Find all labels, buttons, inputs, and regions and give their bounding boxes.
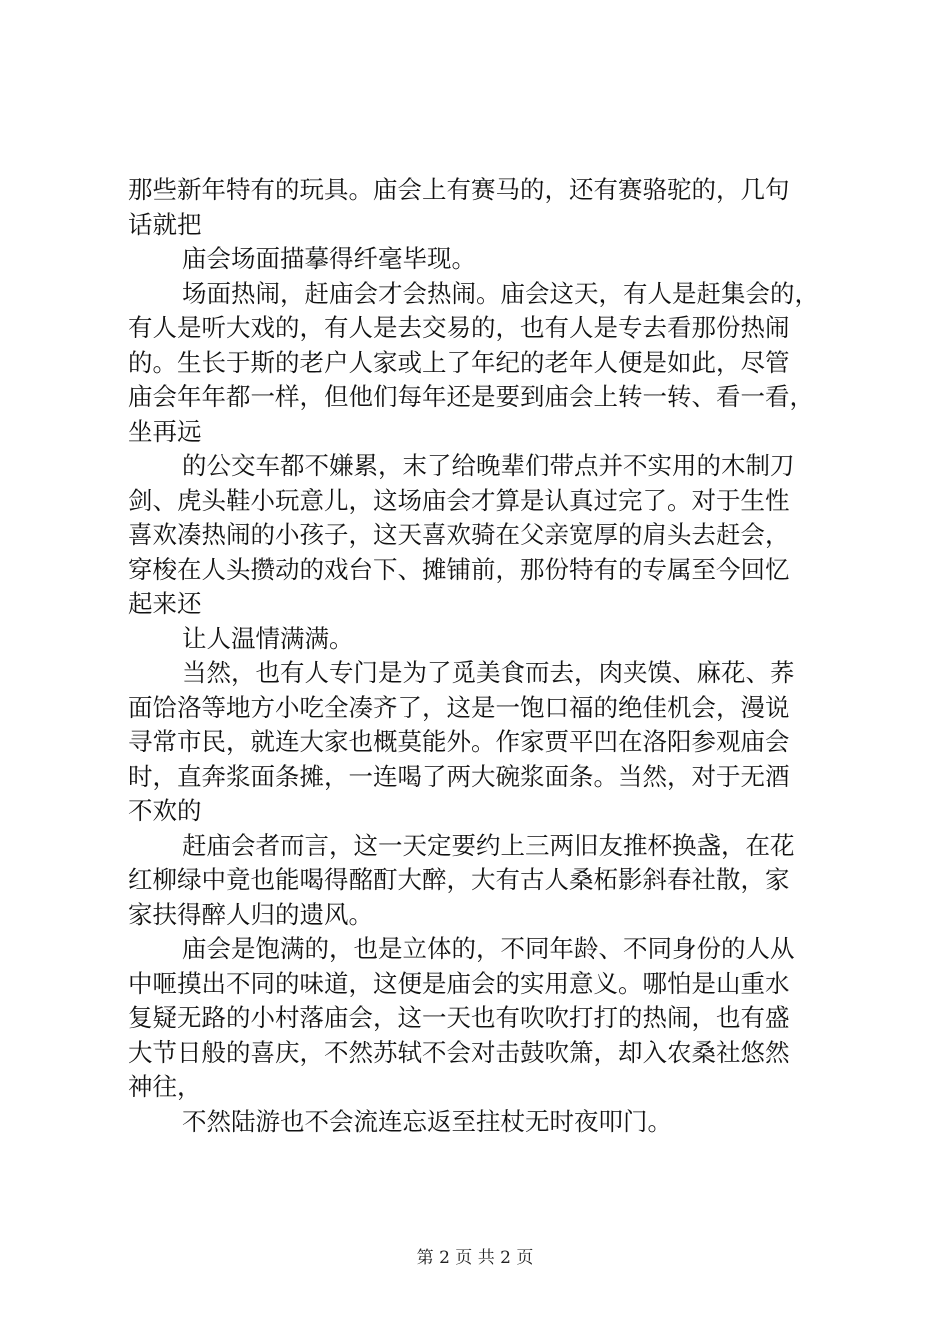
text-line: 复疑无路的小村落庙会，这一天也有吹吹打打的热闹，也有盛 [128,1003,790,1032]
text-line: 时，直奔浆面条摊，一连喝了两大碗浆面条。当然，对于无酒 [128,761,790,791]
text-line: 不然陆游也不会流连忘返至拄杖无时夜叩门。 [182,1106,672,1136]
text-line: 的。生长于斯的老户人家或上了年纪的老年人便是如此，尽管 [128,347,790,377]
text-line: 那些新年特有的玩具。庙会上有赛马的，还有赛骆驼的，几句 [128,175,790,204]
text-line: 家扶得醉人归的遗风。 [128,899,373,929]
text-line: 寻常市民，就连大家也概莫能外。作家贾平凹在洛阳参观庙会 [128,727,790,756]
text-line: 赶庙会者而言，这一天定要约上三两旧友推杯换盏，在花 [182,830,795,860]
text-line: 中咂摸出不同的味道，这便是庙会的实用意义。哪怕是山重水 [128,968,790,998]
text-line: 大节日般的喜庆，不然苏轼不会对击鼓吹箫，却入农桑社悠然 [128,1037,790,1067]
text-line: 面饸洛等地方小吃全凑齐了，这是一饱口福的绝佳机会，漫说 [128,692,790,722]
document-body [128,173,828,1139]
text-line: 有人是听大戏的，有人是去交易的，也有人是专去看那份热闹 [128,313,790,342]
text-line: 穿梭在人头攒动的戏台下、摊铺前，那份特有的专属至今回忆 [128,554,790,584]
text-line: 不欢的 [128,796,202,825]
text-line: 的公交车都不嫌累，末了给晚辈们带点并不实用的木制刀 [182,451,795,480]
text-line: 场面热闹，赶庙会才会热闹。庙会这天，有人是赶集会的， [182,278,819,308]
text-line: 起来还 [128,589,202,618]
page-footer: 第 2 页 共 2 页 [416,1248,534,1268]
text-line: 剑、虎头鞋小玩意儿，这场庙会才算是认真过完了。对于生性 [128,485,790,515]
text-line: 神往， [128,1072,202,1101]
text-line: 喜欢凑热闹的小孩子，这天喜欢骑在父亲宽厚的肩头去赶会， [128,520,790,549]
text-line: 庙会场面描摹得纤毫毕现。 [182,244,476,273]
text-line: 让人温情满满。 [182,623,354,653]
text-line: 话就把 [128,209,202,239]
text-line: 红柳绿中竟也能喝得酩酊大醉，大有古人桑柘影斜春社散，家 [128,865,790,894]
text-line: 当然，也有人专门是为了觅美食而去，肉夹馍、麻花、荞 [182,658,795,687]
text-line: 坐再远 [128,416,202,446]
text-line: 庙会年年都一样，但他们每年还是要到庙会上转一转、看一看， [128,382,814,411]
text-line: 庙会是饱满的，也是立体的，不同年龄、不同身份的人从 [182,934,795,963]
